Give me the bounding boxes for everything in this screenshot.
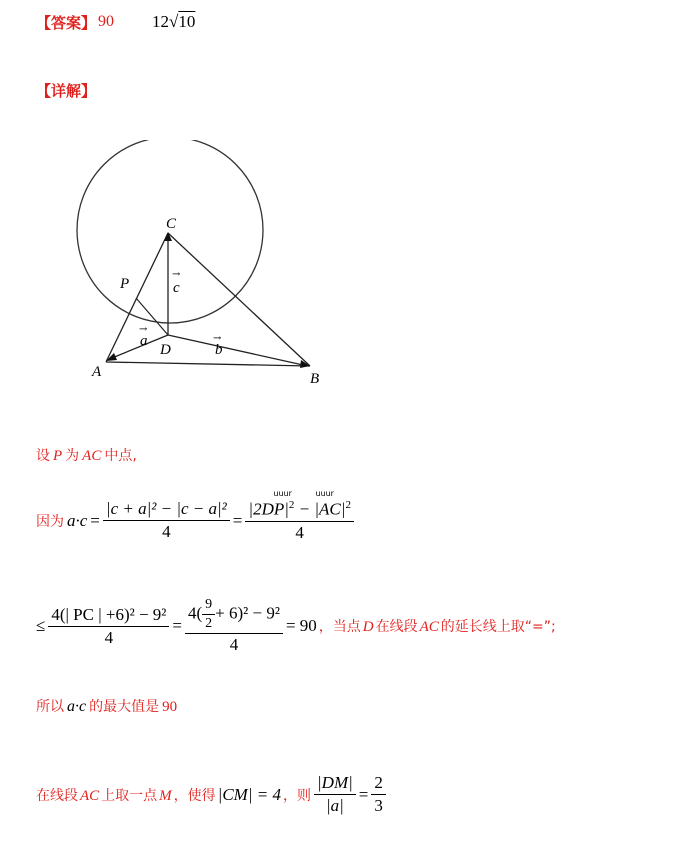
step-4-value: 90 [162, 699, 178, 715]
step-2-frac-2-den: 4 [295, 522, 304, 542]
label-vec-b: b [215, 342, 223, 358]
step-5-AC: AC [80, 787, 100, 804]
sup-2: 2 [345, 499, 351, 511]
step-3-note-post: 的延长线上取“=”; [440, 619, 556, 636]
step-5-cm: |CM| = 4 [217, 784, 281, 804]
answer-value-2-radicand: 10 [178, 12, 196, 31]
step-3-le: ≤ [36, 616, 46, 636]
step-1-lead: 设 [36, 448, 50, 464]
step-3-frac-1-num: 4(| PC | +6)² − 9² [48, 604, 169, 627]
step-3-note [319, 616, 556, 636]
step-5-M: M [159, 787, 172, 804]
step-5-frac-num: |DM| [314, 772, 356, 795]
step-5-mid2: ，使得 [173, 787, 216, 804]
step-2-frac-2-num [245, 489, 354, 522]
label-vec-a: a [140, 333, 148, 349]
sup-2: 2 [288, 499, 295, 511]
uuur-mark-1: uuur [273, 489, 292, 498]
step-4-tail: 的最大值是 [89, 699, 160, 715]
step-2-frac-2 [245, 489, 354, 544]
step-3-note-pre: ，当点 [318, 619, 361, 636]
step-2-lead: 因为 [36, 513, 64, 530]
step-2-frac-2-num-a: |2DP| [248, 499, 289, 519]
step-1 [36, 445, 137, 465]
answer-value-1: 90 [98, 13, 115, 30]
step-3-note-AC: AC [419, 619, 439, 636]
step-3-frac-2-num-pre: 4( [187, 603, 203, 623]
step-3-result: = 90 [285, 616, 317, 636]
step-3-frac-1-den: 4 [104, 627, 114, 647]
step-5-value-frac [371, 772, 386, 817]
step-5-mid1: 上取一点 [101, 787, 158, 804]
label-D: D [160, 342, 171, 358]
step-5-frac-den: |a| [325, 796, 344, 816]
vector-b-line [168, 335, 303, 365]
step-2-frac-1-den: 4 [162, 522, 171, 542]
step-3-frac-2 [185, 596, 283, 656]
eq-sign: = [90, 510, 100, 530]
explain-tag: 【详解】 [36, 82, 97, 100]
step-1-AC: AC [82, 448, 102, 464]
step-3-frac-2-num [185, 596, 283, 634]
segment-CB [168, 233, 310, 366]
label-vec-c: c [173, 280, 180, 296]
arrow-vec-b: → [213, 333, 222, 344]
step-1-P: P [53, 448, 63, 464]
step-4-expr: a·c [67, 698, 87, 715]
label-A: A [92, 364, 102, 380]
step-5-value-num: 2 [371, 772, 386, 795]
step-5-value-den: 3 [374, 796, 383, 816]
step-4-lead: 所以 [36, 699, 64, 715]
step-1-tail: 中点, [104, 448, 137, 464]
step-5-lead: 在线段 [36, 787, 78, 804]
segment-AB [106, 362, 310, 366]
step-3-eq: = [172, 616, 182, 636]
answer-value-2 [152, 12, 195, 32]
answer-tag: 【答案】 [36, 13, 97, 32]
sqrt-sign: √ [169, 12, 179, 31]
step-2 [36, 489, 354, 544]
step-3-inner-frac [202, 596, 215, 633]
step-5 [36, 772, 386, 817]
step-3 [36, 596, 556, 656]
arrow-vec-c: → [172, 269, 181, 280]
step-5-frac [314, 772, 356, 817]
step-2-frac-1-num: |c + a|² − |c − a|² [103, 498, 230, 521]
step-5-text [36, 785, 216, 805]
segment-CA [106, 233, 168, 362]
step-3-inner-num: 9 [202, 596, 215, 615]
step-3-frac-2-den: 4 [229, 635, 239, 655]
step-5-mid3: ，则 [283, 787, 311, 804]
step-3-note-D: D [362, 619, 374, 636]
step-3-note-mid: 在线段 [375, 619, 418, 636]
step-3-frac-2-num-post: + 6)² − 9² [215, 603, 280, 623]
label-C: C [166, 216, 177, 232]
step-5-eq: = [358, 784, 369, 804]
step-4 [36, 696, 177, 716]
step-2-frac-2-num-b: − |AC| [298, 499, 346, 519]
step-1-mid: 为 [65, 448, 80, 464]
step-3-inner-den: 2 [205, 616, 213, 632]
label-P: P [120, 276, 130, 292]
step-2-frac-1 [103, 498, 230, 543]
step-3-frac-1 [48, 604, 169, 649]
eq-sign: = [232, 510, 243, 530]
vector-a-arrowhead [106, 353, 117, 361]
uuur-mark-2: uuur [315, 489, 334, 498]
answer-line [36, 10, 195, 34]
arrow-vec-a: → [139, 324, 148, 335]
geometry-figure [60, 140, 320, 400]
step-2-lhs: a·c [67, 510, 88, 530]
answer-value-2-coef: 12 [152, 12, 170, 31]
label-B: B [310, 371, 320, 387]
